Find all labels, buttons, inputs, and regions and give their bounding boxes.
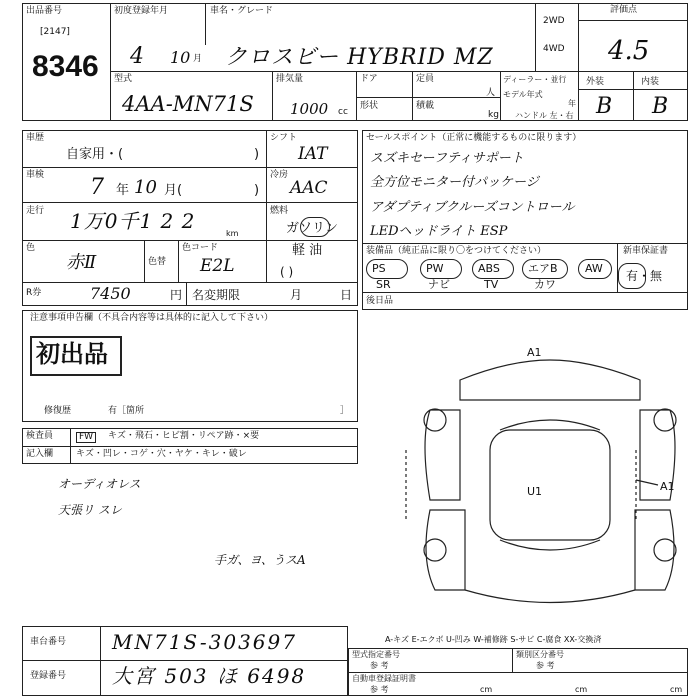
equip-sr: SR xyxy=(376,278,391,291)
designated-ref: 参 考 xyxy=(370,661,389,670)
designated-label: 型式指定番号 xyxy=(352,650,400,659)
comment-3: 手ガ、ヨ、うスA xyxy=(214,553,306,567)
inspection-label: 車検 xyxy=(26,170,45,180)
equip-tv: TV xyxy=(484,278,499,291)
equip-airbag: エアB xyxy=(528,262,558,275)
kg-unit: kg xyxy=(488,110,499,120)
mark-a1-top: A1 xyxy=(527,346,542,359)
exterior-label: 外装 xyxy=(586,77,605,87)
mileage-label: 走行 xyxy=(26,206,45,216)
repair-history-value: 有［箇所 xyxy=(108,406,145,416)
equip-abs: ABS xyxy=(478,262,500,275)
sales-points-label: セールスポイント（正常に機能するものに限ります） xyxy=(366,133,582,143)
expiry-day: 日 xyxy=(340,288,353,302)
year-unit: 年 xyxy=(568,99,576,108)
diagram-windshield xyxy=(500,420,600,430)
lot-small-number: [2147] xyxy=(40,27,70,37)
recycle-value: 7450 xyxy=(90,284,131,303)
door-label: ドア xyxy=(360,74,378,84)
equip-airbag-circle xyxy=(522,259,568,279)
cert-ref: 参 考 xyxy=(370,685,389,694)
cc-unit: cc xyxy=(338,107,348,117)
history-value: 自家用・( xyxy=(66,147,124,162)
sales-point-4: LEDヘッドライト ESP xyxy=(370,224,508,239)
displacement-value: 1000 xyxy=(290,100,329,118)
equip-pw-circle xyxy=(420,259,462,279)
class-label: 類別区分番号 xyxy=(516,650,564,659)
warranty-label: 新車保証書 xyxy=(623,246,669,256)
person-unit: 人 xyxy=(486,88,496,98)
repair-history-label: 修復歴 xyxy=(44,406,72,416)
seats-label: 定員 xyxy=(416,74,435,84)
month-unit: 月 xyxy=(193,54,203,64)
color-change-label: 色替 xyxy=(148,257,167,267)
cm-unit-3: cm xyxy=(670,685,683,694)
fuel-gasoline: ガソリン xyxy=(286,221,339,236)
km-unit: km xyxy=(226,229,239,238)
warranty-circle xyxy=(618,263,646,289)
inspection-month-unit: 月( xyxy=(164,183,183,198)
sales-point-1: スズキセーフティサポート xyxy=(370,151,524,166)
fuel-label: 燃料 xyxy=(270,206,289,216)
entry-label: 記入欄 xyxy=(26,449,54,459)
fuel-selected-circle xyxy=(300,217,330,237)
reg-label: 登録番号 xyxy=(30,671,67,681)
history-close: ) xyxy=(254,147,260,162)
model-year-label: モデル年式 xyxy=(503,90,543,99)
inspection-year: 7 xyxy=(90,175,104,200)
model-value: 4AA-MN71S xyxy=(122,92,254,116)
equip-navi: ナビ xyxy=(428,278,450,291)
color-label: 色 xyxy=(26,243,36,253)
diagram-wheel-rr xyxy=(654,539,676,561)
first-listing-stamp: 初出品 xyxy=(36,340,108,368)
model-label: 型式 xyxy=(114,74,133,84)
equip-ps: PS xyxy=(372,262,386,275)
name-label: 車名・グレード xyxy=(210,6,274,16)
diagram-wheel-rl xyxy=(424,539,446,561)
repair-history-close: ］ xyxy=(340,406,350,416)
diagram-rear-bumper xyxy=(465,590,635,603)
dealer-label: ディーラー・並行 xyxy=(503,75,567,84)
color-value: 赤Ⅱ xyxy=(66,252,97,273)
equip-abs-circle xyxy=(472,259,514,279)
inspection-year-unit: 年 xyxy=(116,183,130,198)
class-ref: 参 考 xyxy=(536,661,555,670)
fuel-other-paren: ( ) xyxy=(280,265,294,279)
inspector-codes-row2: キズ・凹レ・コゲ・穴・ヤケ・キレ・破レ xyxy=(76,449,247,459)
diagram-front-roof xyxy=(460,360,640,400)
damage-legend: A-キズ E-エクボ U-凹み W-補修跡 S-サビ C-腐食 XX-交換済 xyxy=(385,635,602,644)
cooling-label: 冷房 xyxy=(270,170,289,180)
diagram-roof xyxy=(490,430,610,540)
equip-aw: AW xyxy=(585,262,603,275)
equip-ps-circle xyxy=(366,259,408,279)
yen-unit: 円 xyxy=(170,288,183,302)
sales-point-3: アダプティブクルーズコントロール xyxy=(370,200,575,215)
diagram-rear-window xyxy=(500,540,600,550)
cm-unit-1: cm xyxy=(480,685,493,694)
displacement-label: 排気量 xyxy=(276,74,304,84)
warranty-value: 有・無 xyxy=(626,269,663,283)
recycle-label: R券 xyxy=(26,288,42,298)
first-reg-year: 4 xyxy=(130,44,144,69)
equip-aw-circle xyxy=(578,259,612,279)
inspection-close: ) xyxy=(254,183,260,198)
lot-number: 8346 xyxy=(32,50,99,83)
shift-value: IAT xyxy=(298,144,328,164)
car-name: クロスビー HYBRID MZ xyxy=(225,45,494,70)
comment-2: 天張リ スレ xyxy=(58,503,122,517)
first-reg-label: 初度登録年月 xyxy=(114,6,169,16)
lot-label: 出品番号 xyxy=(26,6,63,16)
fuel-diesel: 軽 油 xyxy=(292,243,323,258)
inspector-label: 検査員 xyxy=(26,431,54,441)
comment-1: オーディオレス xyxy=(58,477,141,491)
mileage-value: 1万0千1 2 2 xyxy=(70,209,196,233)
sales-point-2: 全方位モニター付パッケージ xyxy=(370,175,539,190)
cert-label: 自動車登録証明書 xyxy=(352,674,416,683)
load-label: 積載 xyxy=(416,101,435,111)
expiry-month: 月 xyxy=(290,288,303,302)
color-code-label: 色コード xyxy=(182,243,219,253)
grade-label: 評価点 xyxy=(610,5,638,15)
inspection-month: 10 xyxy=(134,177,157,198)
history-label: 車歴 xyxy=(26,133,45,143)
mark-a1-side: A1 xyxy=(660,480,675,493)
reg-value: 大宮 503 ほ 6498 xyxy=(112,664,307,688)
expiry-label: 名変期限 xyxy=(192,288,241,302)
interior-grade: B xyxy=(652,94,669,119)
interior-label: 内装 xyxy=(641,77,660,87)
diagram-leader-a1-side xyxy=(636,480,658,485)
first-reg-month: 10 xyxy=(170,48,191,67)
inspector-codes-row1: キズ・飛石・ヒビ割・リペア跡・×要 xyxy=(108,431,260,441)
exterior-grade: B xyxy=(596,94,613,119)
overall-grade: 4.5 xyxy=(608,36,650,66)
color-code-value: E2L xyxy=(200,256,235,276)
shape-label: 形状 xyxy=(360,101,379,111)
mark-u1: U1 xyxy=(527,485,543,498)
equipment-label: 装備品（純正品に限り〇をつけてください） xyxy=(366,246,547,256)
cooling-value: AAC xyxy=(290,178,328,198)
cm-unit-2: cm xyxy=(575,685,588,694)
chassis-value: MN71S-303697 xyxy=(112,630,297,654)
4wd-label: 4WD xyxy=(543,44,565,54)
chassis-label: 車台番号 xyxy=(30,637,67,647)
after-items-label: 後日品 xyxy=(366,296,394,306)
shift-label: シフト xyxy=(270,133,298,143)
diagram-left-front xyxy=(425,410,460,500)
handle-label: ハンドル 左・右 xyxy=(515,111,574,120)
equip-pw: PW xyxy=(426,262,444,275)
2wd-label: 2WD xyxy=(543,16,565,26)
fw-tag: FW xyxy=(76,432,96,443)
caution-label: 注意事項申告欄（不具合内容等は具体的に記入して下さい） xyxy=(30,313,274,323)
equip-leather: カワ xyxy=(534,278,556,291)
